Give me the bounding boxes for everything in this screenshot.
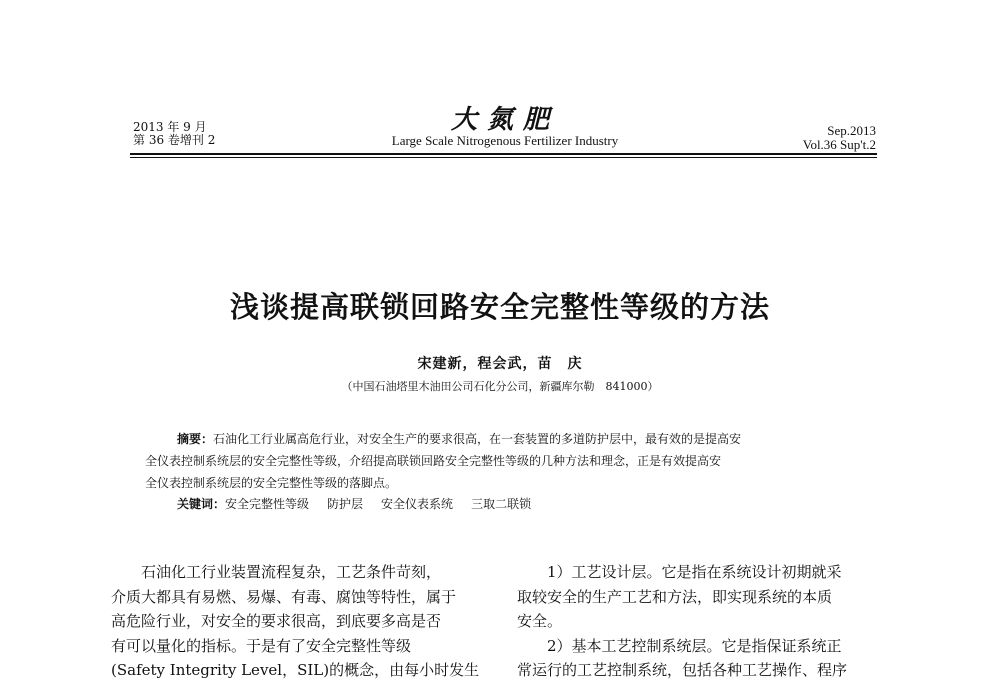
keyword: 安全完整性等级: [225, 497, 310, 511]
header-volume-cn: 第 36 卷增刊 2: [133, 133, 216, 147]
body-left-column: [111, 560, 481, 683]
abstract-line-3: 全仪表控制系统层的安全完整性等级的落脚点。: [145, 476, 398, 490]
body-line: 介质大都具有易燃、易爆、有毒、腐蚀等特性，属于: [111, 587, 457, 606]
keyword: 防护层: [327, 497, 364, 511]
body-line: 安全。: [517, 612, 563, 630]
keyword: 安全仪表系统: [381, 497, 454, 511]
body-line: 2）基本工艺控制系统层。它是指保证系统正: [547, 636, 842, 655]
keywords: [177, 495, 549, 512]
journal-masthead: [370, 106, 640, 148]
body-line: (Safety Integrity Level，SIL)的概念，由每小时发生: [111, 661, 480, 679]
abstract-text: 石油化工行业属高危行业，对安全生产的要求很高，在一套装置的多道防护层中，最有效的是提高安: [213, 432, 742, 446]
header-right: [803, 124, 876, 152]
abstract: [145, 428, 860, 494]
article-authors: 宋建新，程会武，苗 庆: [417, 356, 583, 372]
header-date-en: Sep.2013: [827, 123, 876, 138]
journal-logo-cn: 大氮肥: [450, 105, 559, 135]
keyword: 三取二联锁: [471, 497, 532, 511]
header-left: [133, 121, 215, 147]
body-line: 有可以量化的指标。于是有了安全完整性等级: [111, 636, 412, 655]
body-line: 高危险行业，对安全的要求很高，到底要多高是否: [111, 612, 442, 630]
header-rule-thin: [130, 157, 877, 158]
header-volume-en: Vol.36 Sup't.2: [802, 137, 876, 152]
body-line: 常运行的工艺控制系统，包括各种工艺操作、程序: [517, 661, 848, 679]
body-right-column: [517, 560, 887, 683]
article-affiliation: （中国石油塔里木油田公司石化分公司，新疆库尔勒 841000）: [341, 380, 659, 393]
body-line: 石油化工行业装置流程复杂，工艺条件苛刻，: [141, 563, 442, 581]
abstract-line-2: 全仪表控制系统层的安全完整性等级，介绍提高联锁回路安全完整性等级的几种方法和理念，正是有效提高安: [145, 454, 722, 468]
article-title: 浅谈提高联锁回路安全完整性等级的方法: [229, 290, 770, 324]
header-rule: [130, 153, 877, 155]
abstract-label: 摘要：: [177, 432, 214, 446]
header-date-cn: 2013 年 9 月: [133, 120, 207, 134]
journal-name-en: Large Scale Nitrogenous Fertilizer Industry: [391, 133, 619, 148]
abstract-line-1: [145, 428, 860, 450]
body-line: 1）工艺设计层。它是指在系统设计初期就采: [547, 563, 842, 581]
keywords-label: 关键词：: [177, 497, 226, 511]
body-line: 取较安全的生产工艺和方法，即实现系统的本质: [517, 587, 833, 606]
